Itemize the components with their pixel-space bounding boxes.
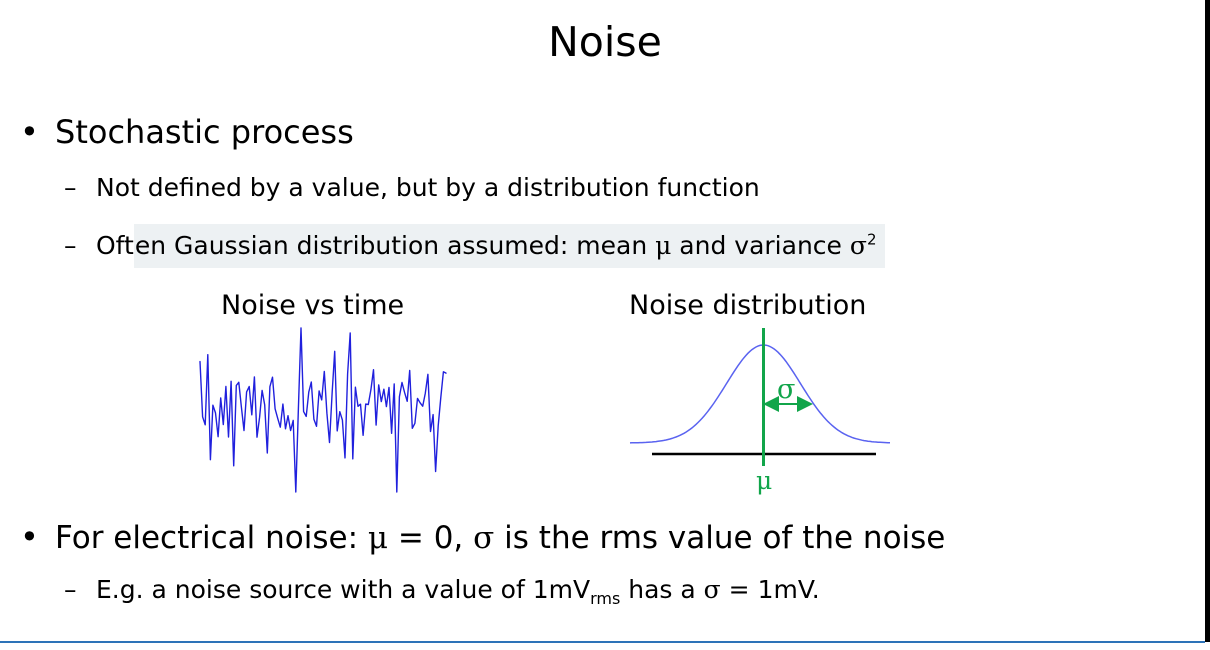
electrical-text-3: is the rms value of the noise [494, 520, 946, 556]
text-highlight [134, 224, 885, 268]
highlight-text-a: en Gaussian distribution assumed: mean [134, 231, 656, 260]
noise-trace [200, 328, 446, 492]
sigma-symbol: σ [703, 575, 721, 604]
sub-bullet-not-defined [64, 170, 760, 206]
gaussian-curve [630, 345, 890, 443]
sigma-symbol: σ [849, 231, 867, 260]
bullet-stochastic-process [20, 110, 1180, 154]
noise-vs-time-label: Noise vs time [221, 290, 405, 321]
rms-subscript: rms [590, 589, 621, 608]
sub-bullet-example [64, 572, 820, 608]
mu-label: μ [756, 466, 773, 495]
sigma-label: σ [777, 374, 796, 405]
electrical-text-2: = 0, [388, 520, 474, 556]
example-text [96, 572, 820, 608]
dash-marker: – [64, 173, 77, 202]
noise-distribution-plot [626, 326, 896, 496]
bullet-text [55, 517, 945, 559]
noise-time-plot [192, 320, 452, 500]
right-border [1205, 0, 1210, 642]
dash-marker: – [64, 575, 77, 604]
example-text-3: = 1mV. [720, 575, 820, 604]
noise-distribution-label: Noise distribution [629, 290, 867, 321]
sub-bullet-text: Not defined by a value, but by a distribution function [96, 173, 760, 202]
bullet-electrical-noise [20, 516, 1180, 559]
dash-marker: – [64, 231, 77, 260]
sub-bullet-gaussian [64, 224, 885, 268]
bullet-marker: • [20, 518, 39, 556]
variance-exponent: 2 [866, 230, 877, 249]
bullet-marker: • [20, 113, 39, 151]
example-text-2: has a [620, 575, 704, 604]
example-text-1: E.g. a noise source with a value of 1mV [96, 575, 591, 604]
mu-symbol: μ [367, 520, 389, 556]
highlight-text-b: and variance [671, 231, 850, 260]
footer-rule [0, 641, 1205, 643]
slide-title: Noise [548, 18, 662, 66]
sigma-symbol: σ [473, 520, 495, 556]
bullet-text: Stochastic process [55, 113, 354, 151]
electrical-text-1: For electrical noise: [55, 520, 368, 556]
mu-symbol: μ [655, 231, 672, 260]
sub-bullet-lead: Oft [96, 231, 134, 260]
